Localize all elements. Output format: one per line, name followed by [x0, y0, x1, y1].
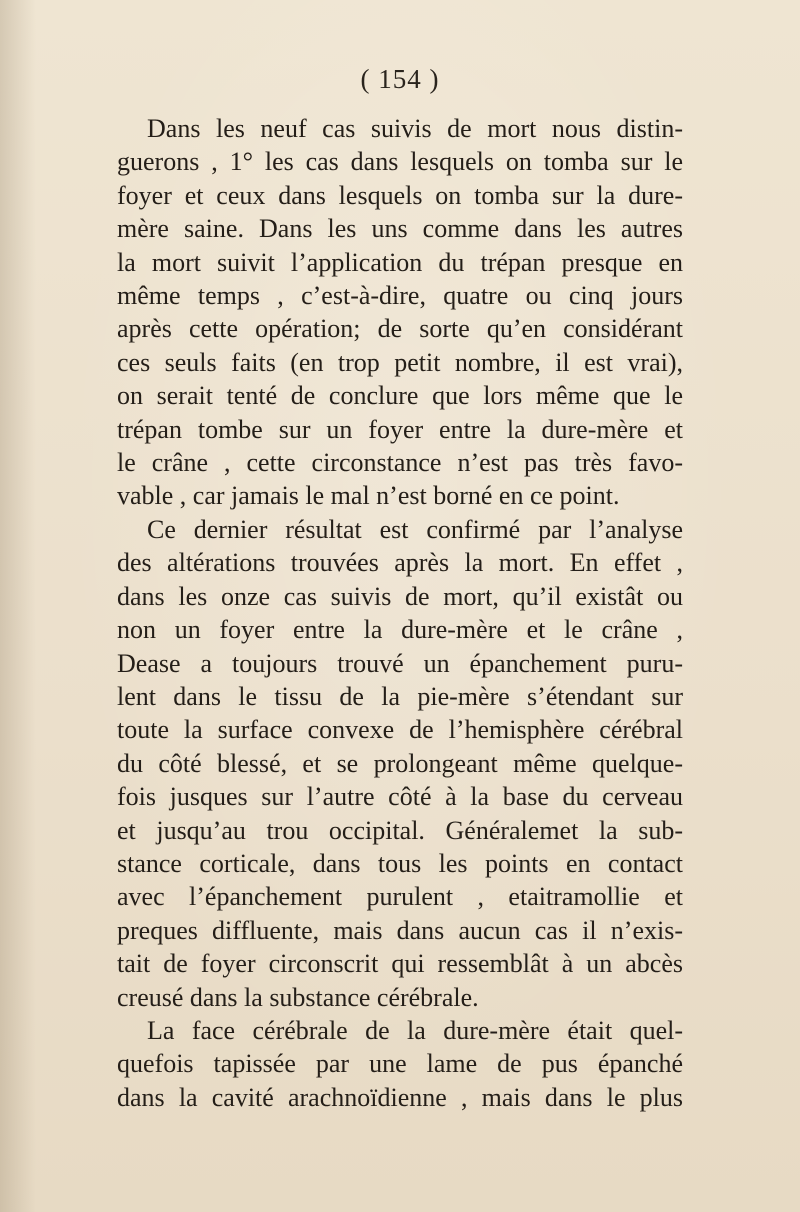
text-line: foyer et ceux dans lesquels on tomba sur la dure-	[117, 180, 683, 210]
text-line: toute la surface convexe de l’hemisphère cérébral	[117, 715, 683, 745]
text-line: après cette opération; de sorte qu’en considérant	[117, 314, 683, 344]
text-line: guerons , 1° les cas dans lesquels on tomba sur le	[117, 147, 683, 177]
text-line: stance corticale, dans tous les points en contact	[117, 848, 683, 878]
text-line: creusé dans la substance cérébrale.	[117, 982, 479, 1012]
paragraph	[117, 1014, 683, 1114]
text-line: trépan tombe sur un foyer entre la dure-mère et	[117, 414, 683, 444]
text-line: non un foyer entre la dure-mère et le crâne ,	[117, 615, 683, 645]
text-line: preques diffluente, mais dans aucun cas il n’exis-	[117, 915, 683, 945]
text-line: La face cérébrale de la dure-mère était quel-	[147, 1015, 683, 1045]
binding-shadow	[0, 0, 36, 1212]
text-line: quefois tapissée par une lame de pus épanché	[117, 1049, 683, 1079]
text-line: Dans les neuf cas suivis de mort nous distin-	[147, 114, 683, 143]
text-line: tait de foyer circonscrit qui ressemblât à un abcès	[117, 949, 683, 979]
text-line: du côté blessé, et se prolongeant même quelque-	[117, 748, 683, 778]
text-line: ces seuls faits (en trop petit nombre, il est vrai),	[117, 347, 683, 377]
text-line: le crâne , cette circonstance n’est pas très favo-	[117, 448, 683, 478]
text-line: et jusqu’au trou occipital. Généralemet la sub-	[117, 815, 683, 845]
paragraph	[117, 112, 683, 513]
text-line: Dease a toujours trouvé un épanchement puru-	[117, 648, 683, 678]
text-line: on serait tenté de conclure que lors même que le	[117, 381, 683, 411]
text-line: la mort suivit l’application du trépan presque en	[117, 247, 683, 277]
text-line: lent dans le tissu de la pie-mère s’étendant sur	[117, 681, 683, 711]
text-line: même temps , c’est-à-dire, quatre ou cinq jours	[117, 281, 683, 311]
paragraph	[117, 513, 683, 1014]
text-line: avec l’épanchement purulent , etaitramollie et	[117, 882, 683, 912]
text-line: vable , car jamais le mal n’est borné en ce point.	[117, 481, 620, 511]
text-line: dans les onze cas suivis de mort, qu’il existât ou	[117, 581, 683, 611]
text-line: des altérations trouvées après la mort. En effet ,	[117, 548, 683, 578]
text-line: mère saine. Dans les uns comme dans les autres	[117, 214, 683, 244]
text-line: dans la cavité arachnoïdienne , mais dans le plus	[117, 1082, 683, 1112]
page-number: ( 154 )	[360, 64, 440, 94]
text-line: Ce dernier résultat est confirmé par l’analyse	[147, 514, 683, 544]
body-text	[117, 112, 683, 1114]
text-line: fois jusques sur l’autre côté à la base du cerveau	[117, 782, 683, 812]
